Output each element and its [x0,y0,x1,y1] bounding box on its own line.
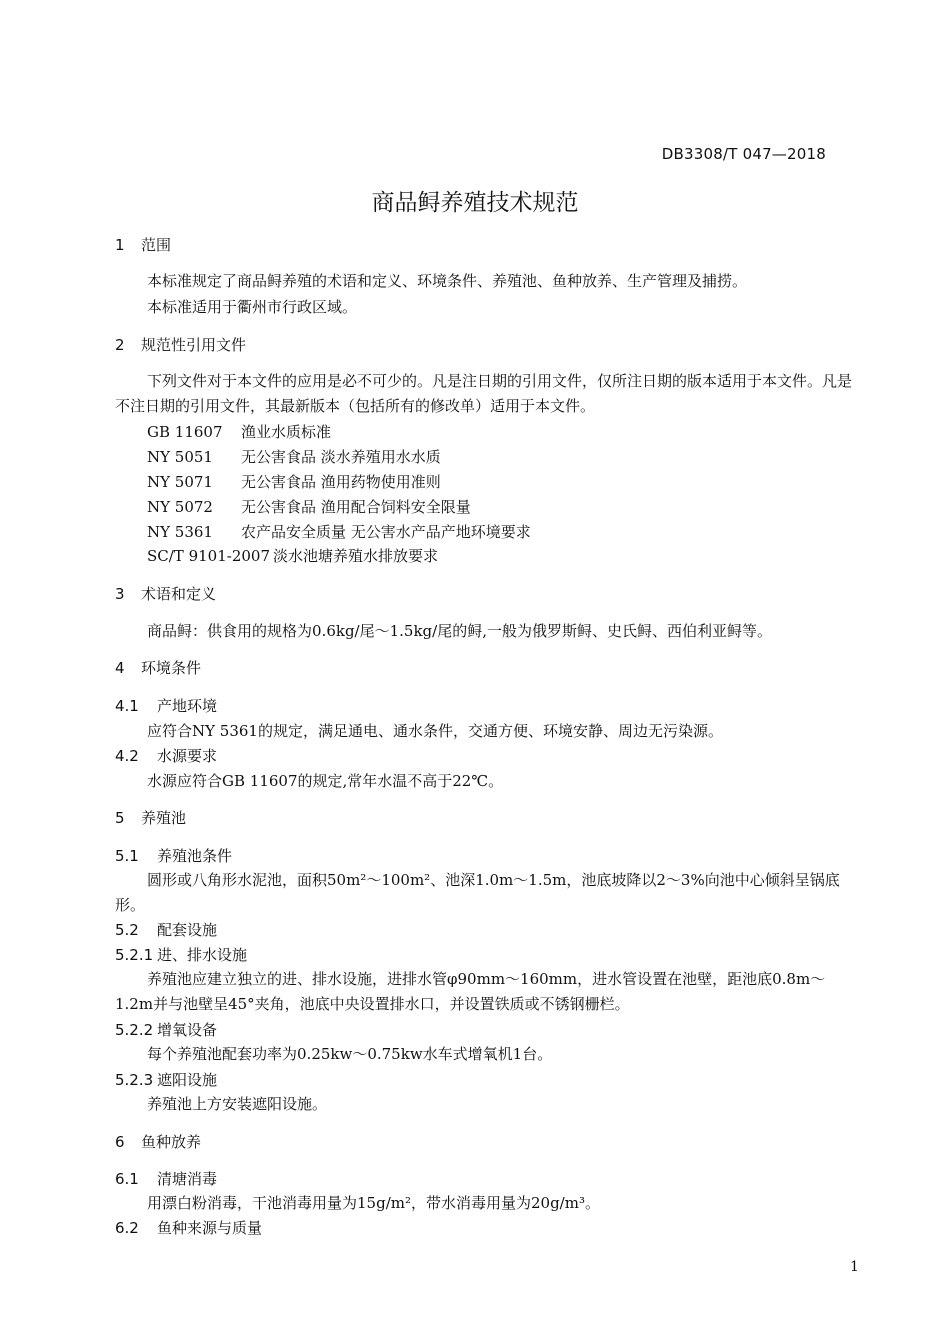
section-3-definition: 商品鲟：供食用的规格为0.6kg/尾～1.5kg/尾的鲟,一般为俄罗斯鲟、史氏鲟、西伯利亚鲟等。 [147,622,772,640]
section-title: 遮阳设施 [157,1071,218,1089]
standard-code: DB3308/T 047—2018 [661,145,826,163]
reference-name: 无公害食品 渔用配合饲料安全限量 [241,498,471,516]
section-1-paragraph-2: 本标准适用于衢州市行政区域。 [147,298,358,316]
section-4-1-heading [115,695,217,716]
section-number: 6 [115,1133,125,1151]
section-title: 规范性引用文件 [141,336,247,354]
section-title: 水源要求 [157,747,218,765]
reference-item [147,521,531,542]
section-5-2-2-text: 每个养殖池配套功率为0.25kw～0.75kw水车式增氧机1台。 [147,1045,553,1063]
section-5-2-3-text: 养殖池上方安装遮阳设施。 [147,1095,328,1113]
reference-name: 渔业水质标准 [241,423,332,441]
section-1-paragraph-1: 本标准规定了商品鲟养殖的术语和定义、环境条件、养殖池、鱼种放养、生产管理及捕捞。 [147,272,748,290]
reference-name: 淡水池塘养殖水排放要求 [273,547,439,565]
section-number: 5.2.1 [115,946,154,964]
reference-code: NY 5071 [147,473,213,491]
reference-item [147,471,441,492]
section-5-2-2-heading [115,1019,217,1040]
section-number: 4.1 [115,697,139,715]
section-5-2-1-text: 养殖池应建立独立的进、排水设施，进排水管φ90mm～160mm，进水管设置在池壁，距池底0.8m～1.2m并与池壁呈45°夹角，池底中央设置排水口，并设置铁质或不锈钢栅栏。 [115,970,826,1013]
section-number: 5.2 [115,921,139,939]
section-number: 4.2 [115,747,139,765]
section-number: 3 [115,585,125,603]
section-number: 5.2.3 [115,1071,154,1089]
section-4-heading [115,657,201,678]
reference-item [147,421,331,442]
section-4-2-text: 水源应符合GB 11607的规定,常年水温不高于22℃。 [147,772,504,790]
section-1-heading [115,234,171,255]
reference-item [147,545,438,566]
section-title: 环境条件 [141,659,202,677]
section-title: 鱼种来源与质量 [157,1219,263,1237]
section-2-intro: 下列文件对于本文件的应用是必不可少的。凡是注日期的引用文件，仅所注日期的版本适用于本文件。凡是不注日期的引用文件，其最新版本（包括所有的修改单）适用于本文件。 [115,372,853,415]
section-number: 6.1 [115,1170,139,1188]
section-number: 1 [115,236,125,254]
section-number: 6.2 [115,1219,139,1237]
reference-code: NY 5051 [147,448,213,466]
section-title: 范围 [141,236,172,254]
reference-item [147,446,441,467]
section-6-heading [115,1131,201,1152]
section-title: 清塘消毒 [157,1170,218,1188]
section-number: 5 [115,809,125,827]
section-5-1-text: 圆形或八角形水泥池，面积50m²～100m²、池深1.0m～1.5m，池底坡降以2～3%向池中心倾斜呈锅底形。 [115,871,840,914]
section-6-2-heading [115,1217,262,1238]
section-number: 4 [115,659,125,677]
document-title: 商品鲟养殖技术规范 [371,190,579,216]
section-5-2-3-heading [115,1069,217,1090]
reference-name: 无公害食品 渔用药物使用准则 [241,473,441,491]
section-5-2-1-heading [115,944,247,965]
reference-code: SC/T 9101-2007 [147,547,270,565]
section-2-heading [115,334,246,355]
section-title: 养殖池 [141,809,187,827]
section-6-1-text: 用漂白粉消毒，干池消毒用量为15g/m²，带水消毒用量为20g/m³。 [147,1194,600,1212]
page-number: 1 [850,1259,859,1275]
section-title: 养殖池条件 [157,847,233,865]
section-number: 5.1 [115,847,139,865]
section-4-1-text: 应符合NY 5361的规定，满足通电、通水条件，交通方便、环境安静、周边无污染源。 [147,722,723,740]
reference-item [147,496,471,517]
section-4-2-heading [115,745,217,766]
section-6-1-heading [115,1168,217,1189]
section-5-heading [115,807,186,828]
section-number: 5.2.2 [115,1021,154,1039]
section-3-heading [115,583,216,604]
section-5-2-heading [115,919,217,940]
reference-code: NY 5072 [147,498,213,516]
reference-code: NY 5361 [147,523,213,541]
section-title: 进、排水设施 [157,946,248,964]
section-title: 配套设施 [157,921,218,939]
reference-name: 无公害食品 淡水养殖用水水质 [241,448,441,466]
reference-name: 农产品安全质量 无公害水产品产地环境要求 [241,523,531,541]
section-5-1-heading [115,845,232,866]
section-number: 2 [115,336,125,354]
section-title: 术语和定义 [141,585,217,603]
reference-code: GB 11607 [147,423,223,441]
section-title: 增氧设备 [157,1021,218,1039]
section-title: 鱼种放养 [141,1133,202,1151]
section-title: 产地环境 [157,697,218,715]
